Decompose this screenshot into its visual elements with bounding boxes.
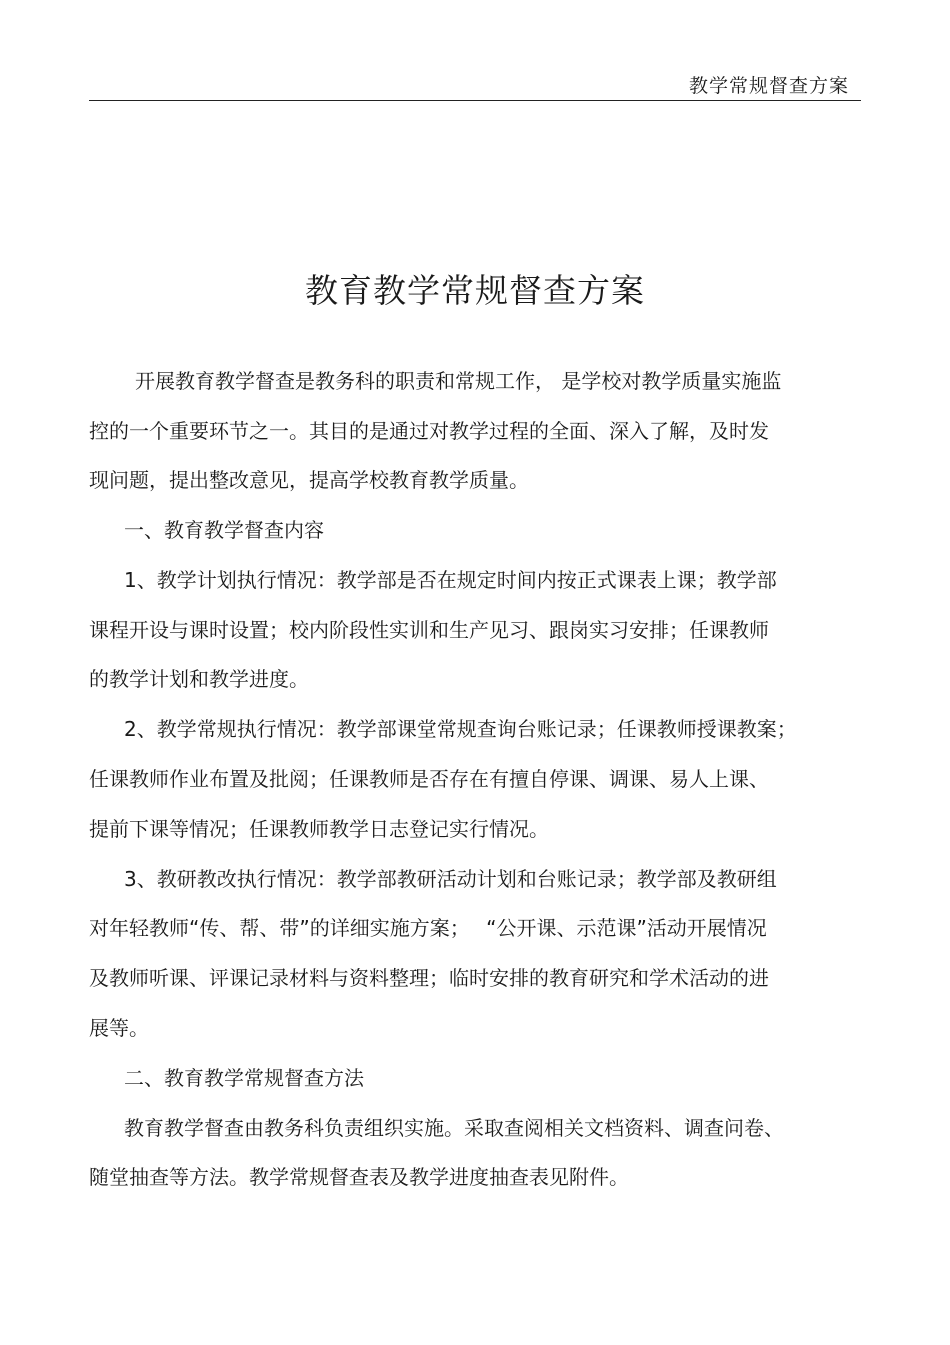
item1-line-3: 的教学计划和教学进度。 <box>89 667 309 691</box>
item2-line-2: 任课教师作业布置及批阅；任课教师是否存在有擅自停课、调课、易人上课、 <box>89 767 769 791</box>
running-header: 教学常规督查方案 <box>688 75 849 97</box>
item3-line-2: 对年轻教师“传、帮、带”的详细实施方案； “公开课、示范课”活动开展情况 <box>89 916 767 940</box>
item3-line-3: 及教师听课、评课记录材料与资料整理；临时安排的教育研究和学术活动的进 <box>89 966 769 990</box>
item1-line-1: 1、教学计划执行情况：教学部是否在规定时间内按正式课表上课；教学部 <box>124 568 777 592</box>
method-line-1: 教育教学督查由教务科负责组织实施。采取查阅相关文档资料、调查问卷、 <box>124 1116 784 1140</box>
document-title: 教育教学常规督查方案 <box>305 271 645 310</box>
item2-line-3: 提前下课等情况；任课教师教学日志登记实行情况。 <box>89 817 549 841</box>
intro-line-2: 控的一个重要环节之一。其目的是通过对教学过程的全面、深入了解，及时发 <box>89 419 769 443</box>
header-divider <box>89 100 861 101</box>
item1-line-2: 课程开设与课时设置；校内阶段性实训和生产见习、跟岗实习安排；任课教师 <box>89 618 769 642</box>
item2-line-1: 2、教学常规执行情况：教学部课堂常规查询台账记录；任课教师授课教案； <box>124 717 797 741</box>
intro-line-1: 开展教育教学督查是教务科的职责和常规工作， 是学校对教学质量实施监 <box>135 369 782 393</box>
item3-line-1: 3、教研教改执行情况：教学部教研活动计划和台账记录；教学部及教研组 <box>124 867 777 891</box>
intro-line-3: 现问题，提出整改意见，提高学校教育教学质量。 <box>89 468 529 492</box>
section2-heading: 二、教育教学常规督查方法 <box>124 1066 364 1090</box>
item3-line-4: 展等。 <box>89 1016 149 1040</box>
section1-heading: 一、教育教学督查内容 <box>124 518 324 542</box>
method-line-2: 随堂抽查等方法。教学常规督查表及教学进度抽查表见附件。 <box>89 1165 629 1189</box>
